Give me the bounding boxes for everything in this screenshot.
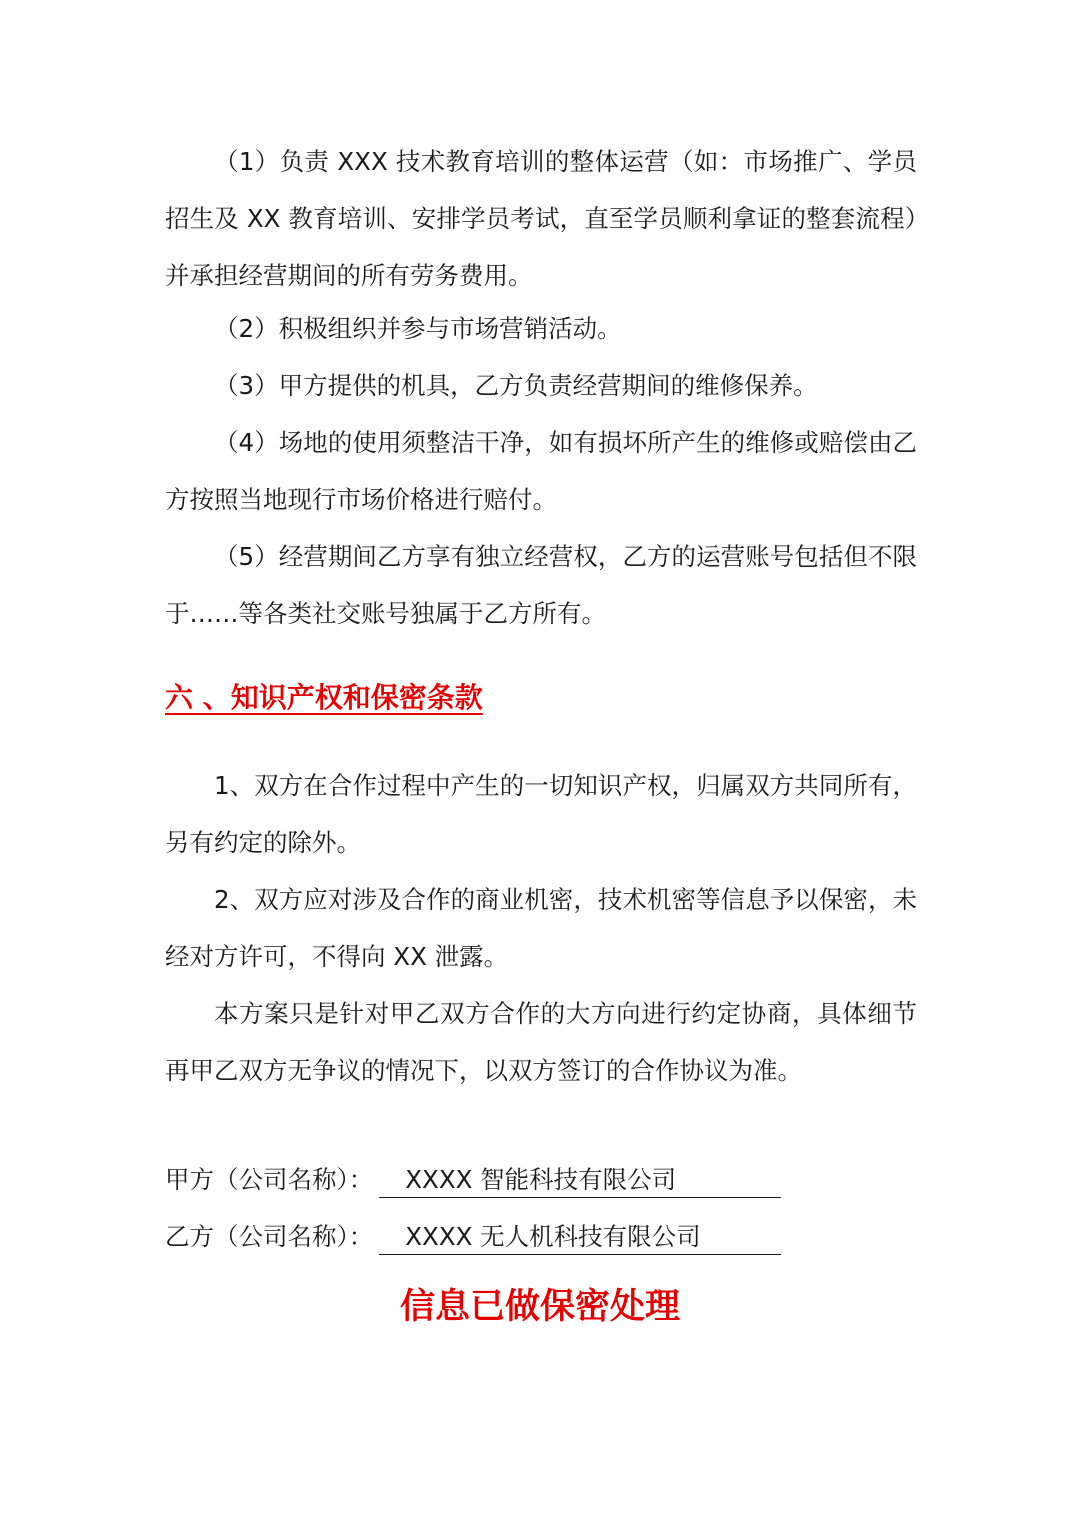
- responsibility-item-5: （5）经营期间乙方享有独立经营权，乙方的运营账号包括但不限于……等各类社交账号独属于乙方所有。: [165, 542, 917, 628]
- party-a-company: XXXX 智能科技有限公司: [379, 1163, 781, 1198]
- responsibility-item-3: （3）甲方提供的机具，乙方负责经营期间的维修保养。: [214, 371, 818, 400]
- party-b-company: XXXX 无人机科技有限公司: [379, 1220, 781, 1255]
- party-b-row: [165, 1217, 781, 1257]
- responsibility-item-1: （1）负责 XXX 技术教育培训的整体运营（如：市场推广、学员招生及 XX 教育培训、安排学员考试，直至学员顺利拿证的整套流程）并承担经营期间的所有劳务费用。: [165, 147, 917, 290]
- confidential-notice: 信息已做保密处理: [399, 1286, 680, 1327]
- closing-statement: 本方案只是针对甲乙双方合作的大方向进行约定协商，具体细节再甲乙双方无争议的情况下，以双方签订的合作协议为准。: [165, 999, 917, 1085]
- section-heading-ip-confidentiality: 六 、知识产权和保密条款: [165, 681, 483, 714]
- responsibility-item-2: （2）积极组织并参与市场营销活动。: [214, 314, 622, 343]
- party-a-label: 甲方（公司名称）：: [165, 1165, 374, 1194]
- clause-1: 1、双方在合作过程中产生的一切知识产权，归属双方共同所有，另有约定的除外。: [165, 771, 917, 857]
- responsibility-item-4: （4）场地的使用须整洁干净，如有损坏所产生的维修或赔偿由乙方按照当地现行市场价格进行赔付。: [165, 428, 917, 514]
- clause-2: 2、双方应对涉及合作的商业机密，技术机密等信息予以保密，未经对方许可，不得向 XX 泄露。: [165, 885, 917, 971]
- party-a-row: [165, 1160, 781, 1200]
- party-b-label: 乙方（公司名称）：: [165, 1222, 374, 1251]
